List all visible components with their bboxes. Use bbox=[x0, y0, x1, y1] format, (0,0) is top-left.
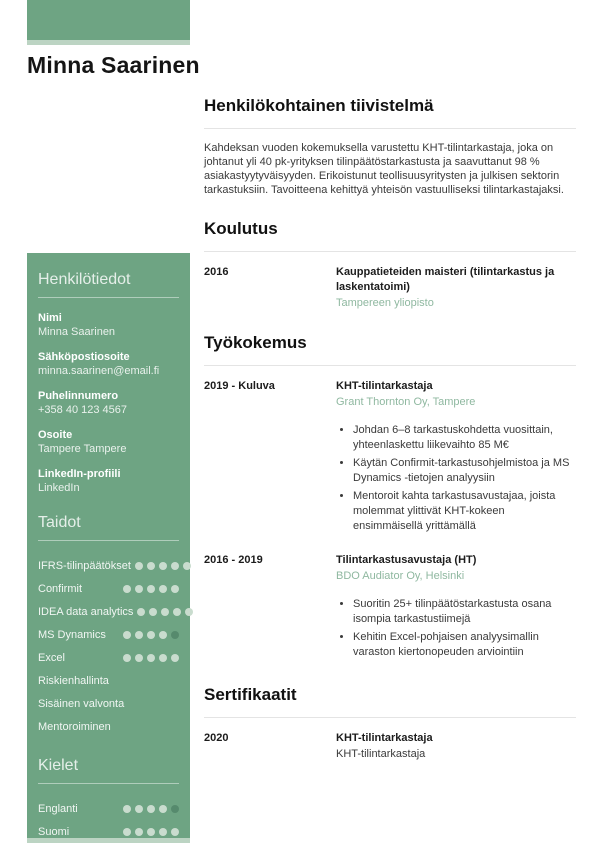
rating-dot-filled bbox=[161, 608, 169, 616]
contact-label: Nimi bbox=[38, 312, 62, 324]
rating-dot-filled bbox=[183, 562, 191, 570]
rated-item bbox=[38, 577, 179, 600]
rating-dot-filled bbox=[123, 631, 131, 639]
rating-dot-filled bbox=[149, 608, 157, 616]
rating-dot-empty bbox=[171, 631, 179, 639]
rated-item bbox=[38, 600, 179, 623]
skills-section-title: Taidot bbox=[38, 514, 179, 541]
rated-item-label: Suomi bbox=[38, 825, 70, 838]
rated-item-label: Riskienhallinta bbox=[38, 674, 109, 687]
entry-date: 2016 - 2019 bbox=[204, 554, 263, 566]
rating-dot-filled bbox=[147, 562, 155, 570]
experience-section-title: Työkokemus bbox=[204, 333, 576, 366]
bullet-item: • Käytän Confirmit-tarkastusohjelmistoa ja MS Dynamics -tietojen analyysiin bbox=[353, 456, 576, 486]
rating-dots bbox=[133, 608, 193, 616]
contact-label: LinkedIn-profiili bbox=[38, 468, 121, 480]
rating-dots bbox=[119, 805, 179, 813]
rated-item-label: IDEA data analytics bbox=[38, 605, 134, 618]
rated-item-label: Confirmit bbox=[38, 582, 83, 595]
rating-dot-filled bbox=[173, 608, 181, 616]
rating-dots bbox=[131, 562, 191, 570]
rating-dot-filled bbox=[135, 805, 143, 813]
rating-dot-filled bbox=[135, 654, 143, 662]
rating-dot-filled bbox=[147, 585, 155, 593]
rated-item bbox=[38, 715, 179, 738]
rating-dots bbox=[119, 631, 179, 639]
experience-entry bbox=[204, 553, 576, 663]
entry-company: BDO Audiator Oy, Helsinki bbox=[336, 570, 465, 582]
education-section-title: Koulutus bbox=[204, 219, 576, 252]
education-entry bbox=[204, 265, 576, 311]
rating-dot-filled bbox=[171, 828, 179, 836]
rating-dot-filled bbox=[123, 585, 131, 593]
certification-name: KHT-tilintarkastaja bbox=[336, 732, 433, 744]
entry-date: 2020 bbox=[204, 732, 229, 744]
contact-item bbox=[38, 428, 179, 456]
rating-dot-filled bbox=[159, 631, 167, 639]
languages-section bbox=[38, 757, 179, 843]
rating-dot-filled bbox=[135, 828, 143, 836]
rating-dot-filled bbox=[135, 562, 143, 570]
top-accent-bar-light bbox=[27, 40, 190, 45]
bullet-item: • Suoritin 25+ tilinpäätöstarkastusta osana isompia tarkastustiimejä bbox=[353, 597, 576, 627]
contact-value: minna.saarinen@email.fi bbox=[38, 365, 160, 377]
sidebar bbox=[27, 253, 190, 838]
rating-dot-filled bbox=[135, 585, 143, 593]
contact-value: +358 40 123 4567 bbox=[38, 404, 128, 416]
contact-item bbox=[38, 350, 179, 378]
rating-dot-filled bbox=[123, 805, 131, 813]
sidebar-bottom-accent bbox=[27, 838, 190, 843]
page-title: Minna Saarinen bbox=[27, 52, 200, 78]
certification-entries bbox=[204, 731, 576, 762]
rating-dot-filled bbox=[171, 585, 179, 593]
languages-list bbox=[38, 797, 179, 843]
languages-section-title: Kielet bbox=[38, 757, 179, 784]
rated-item-label: Excel bbox=[38, 651, 65, 664]
rated-item-label: MS Dynamics bbox=[38, 628, 106, 641]
rating-dot-filled bbox=[135, 631, 143, 639]
entry-bullets bbox=[336, 597, 576, 660]
main-content bbox=[204, 96, 576, 762]
entry-bullets bbox=[336, 423, 576, 534]
contact-label: Sähköpostiosoite bbox=[38, 351, 130, 363]
contact-item bbox=[38, 467, 179, 495]
contact-section-title: Henkilötiedot bbox=[38, 271, 179, 298]
contact-label: Puhelinnumero bbox=[38, 390, 119, 402]
skills-section bbox=[38, 514, 179, 738]
certification-entry bbox=[204, 731, 576, 762]
rating-dot-empty bbox=[171, 805, 179, 813]
rating-dot-filled bbox=[171, 562, 179, 570]
contact-label: Osoite bbox=[38, 429, 73, 441]
entry-degree: Kauppatieteiden maisteri (tilintarkastus ja laskentatoimi) bbox=[336, 266, 555, 293]
rating-dot-filled bbox=[159, 828, 167, 836]
top-accent-bar bbox=[27, 0, 190, 40]
contact-section bbox=[38, 271, 179, 495]
rating-dot-filled bbox=[147, 828, 155, 836]
rating-dot-filled bbox=[159, 805, 167, 813]
rating-dot-filled bbox=[147, 805, 155, 813]
certifications-section bbox=[204, 685, 576, 762]
rated-item-label: Sisäinen valvonta bbox=[38, 697, 125, 710]
entry-date: 2016 bbox=[204, 266, 229, 278]
rating-dot-filled bbox=[123, 654, 131, 662]
contact-value: Tampere Tampere bbox=[38, 443, 127, 455]
rating-dot-filled bbox=[159, 654, 167, 662]
certification-subtitle: KHT-tilintarkastaja bbox=[336, 748, 426, 760]
rating-dot-filled bbox=[185, 608, 193, 616]
summary-text: Kahdeksan vuoden kokemuksella varustettu KHT-tilintarkastaja, joka on johtanut yli 40 pk-yrityksen tilinpäätöstarkastusta ja saavuttanut 98 % asiakastyytyväisyyden. Erikoistunut teollisuusyritysten ja julkisen sektorin tarkastuksiin. Tavoitteena kehittyä yhteisön vastuulliseksi tilintarkastajaksi. bbox=[204, 142, 564, 196]
education-section bbox=[204, 219, 576, 311]
contact-item bbox=[38, 311, 179, 339]
bullet-item: • Mentoroit kahta tarkastusavustajaa, joista molemmat ylittivät KHT-kokeen ensimmäisellä yrittämällä bbox=[353, 489, 576, 534]
contact-value: Minna Saarinen bbox=[38, 326, 116, 338]
contact-item bbox=[38, 389, 179, 417]
certifications-section-title: Sertifikaatit bbox=[204, 685, 576, 718]
summary-section bbox=[204, 96, 576, 197]
rating-dots bbox=[119, 828, 179, 836]
rated-item-label: Englanti bbox=[38, 802, 78, 815]
rating-dot-filled bbox=[159, 585, 167, 593]
rating-dot-filled bbox=[137, 608, 145, 616]
rating-dot-filled bbox=[171, 654, 179, 662]
entry-company: Grant Thornton Oy, Tampere bbox=[336, 396, 476, 408]
entry-school: Tampereen yliopisto bbox=[336, 297, 434, 309]
rated-item bbox=[38, 692, 179, 715]
bullet-item: • Kehitin Excel-pohjaisen analyysimallin varaston kiertonopeuden arviointiin bbox=[353, 630, 576, 660]
skills-list bbox=[38, 554, 179, 738]
education-entries bbox=[204, 265, 576, 311]
entry-date: 2019 - Kuluva bbox=[204, 380, 275, 392]
rating-dots bbox=[119, 585, 179, 593]
rating-dots bbox=[119, 654, 179, 662]
entry-role: KHT-tilintarkastaja bbox=[336, 380, 433, 392]
contact-value: LinkedIn bbox=[38, 482, 80, 494]
experience-section bbox=[204, 333, 576, 663]
rating-dot-filled bbox=[147, 654, 155, 662]
summary-section-title: Henkilökohtainen tiivistelmä bbox=[204, 96, 576, 129]
rated-item bbox=[38, 797, 179, 820]
contact-list bbox=[38, 311, 179, 495]
rating-dot-filled bbox=[159, 562, 167, 570]
rating-dot-filled bbox=[147, 631, 155, 639]
experience-entries bbox=[204, 379, 576, 663]
rated-item bbox=[38, 623, 179, 646]
rated-item-label: IFRS-tilinpäätökset bbox=[38, 559, 131, 572]
experience-entry bbox=[204, 379, 576, 537]
rated-item bbox=[38, 554, 179, 577]
rating-dot-filled bbox=[123, 828, 131, 836]
entry-role: Tilintarkastusavustaja (HT) bbox=[336, 554, 477, 566]
bullet-item: • Johdan 6–8 tarkastuskohdetta vuosittain, yhteenlaskettu liikevaihto 85 M€ bbox=[353, 423, 576, 453]
rated-item bbox=[38, 646, 179, 669]
rated-item-label: Mentoroiminen bbox=[38, 720, 111, 733]
rated-item bbox=[38, 669, 179, 692]
